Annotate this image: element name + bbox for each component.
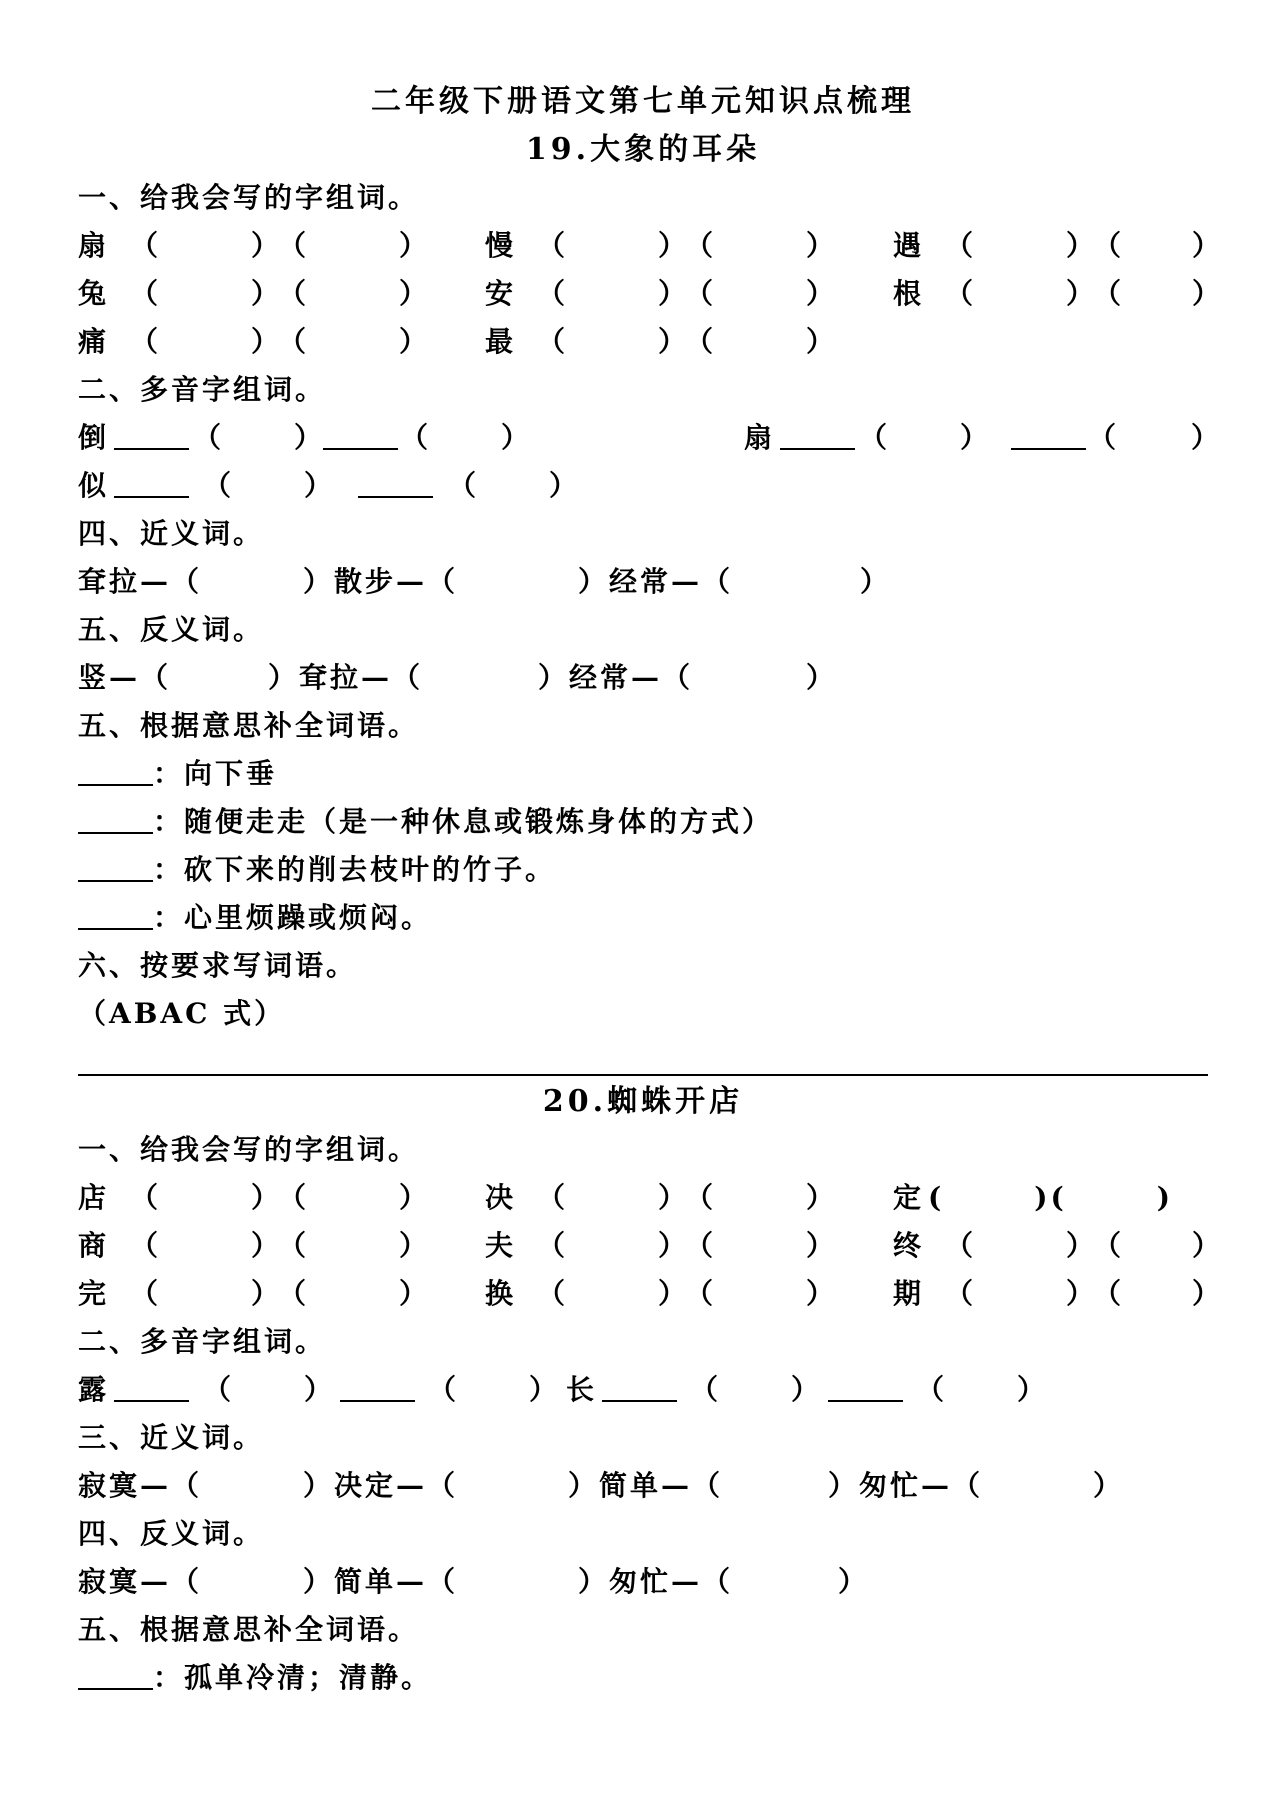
l19-char: 最: [485, 325, 517, 358]
blank: [602, 1366, 677, 1414]
paren-group: （ ）: [130, 1277, 283, 1310]
l19-char: 慢: [485, 229, 517, 262]
page-title: 二年级下册语文第七单元知识点梳理: [371, 84, 915, 119]
l20-char-row-1: [78, 1174, 1208, 1222]
blank: [114, 462, 189, 510]
paren-group: （ ）: [130, 277, 283, 310]
l19-char: 安: [485, 277, 517, 310]
def-text: ：随便走走（是一种休息或锻炼身体的方式）: [153, 805, 774, 838]
syn-part: ）决定—（: [303, 1469, 459, 1502]
paren-group: （ ）: [278, 229, 431, 262]
paren-group: （ ）: [945, 1229, 1098, 1262]
paren-group: （ ）: [400, 421, 533, 454]
paren-group: （ ）: [537, 325, 690, 358]
l20-char-row-2: [78, 1222, 1224, 1270]
paren-group: （ ）: [537, 1277, 690, 1310]
l19-char: 根: [893, 277, 925, 310]
ant-part: ）简单—（: [303, 1565, 459, 1598]
l19-section-4: 四、近义词。: [78, 517, 265, 550]
paren-group: （ ）: [859, 421, 992, 454]
l19-char: 扇: [78, 229, 110, 262]
def-text: ：孤单冷清；清静。: [153, 1661, 433, 1694]
paren-group: （ ）: [448, 469, 581, 502]
paren-group: （ ）: [690, 1373, 823, 1406]
paren-group: （ ）: [916, 1373, 1049, 1406]
syn-part: ）: [860, 565, 892, 598]
paren-group: （ ）: [130, 1181, 283, 1214]
l20-char: 决: [485, 1181, 517, 1214]
l19-synonyms: [78, 558, 1208, 606]
l19-def-3: [78, 846, 1208, 894]
paren-group: （ ）: [685, 1229, 838, 1262]
paren-group: （ ）: [130, 1229, 283, 1262]
paren-group: （ ）: [1093, 277, 1224, 310]
paren-group: （ ）: [130, 229, 283, 262]
paren-group: （ ）: [203, 469, 336, 502]
l20-char: 期: [893, 1277, 925, 1310]
paren-group: （ ）: [685, 1181, 838, 1214]
paren-group: （ ）: [945, 229, 1098, 262]
l20-poly-char: 长: [566, 1373, 598, 1406]
l19-char: 痛: [78, 325, 110, 358]
l20-char: 商: [78, 1229, 110, 1262]
l20-def-1: [78, 1654, 1208, 1702]
l20-char: 换: [485, 1277, 517, 1310]
paren-group: （ ）: [193, 421, 326, 454]
l20-char: 夫: [485, 1229, 517, 1262]
blank: [323, 414, 398, 462]
blank: [1011, 414, 1086, 462]
syn-part: ）散步—（: [303, 565, 459, 598]
l19-poly-char: 倒: [78, 421, 110, 454]
paren-group: （ ）: [685, 229, 838, 262]
l19-def-4: [78, 894, 1208, 942]
ant-part: ）: [806, 661, 838, 694]
ant-part: ）耷拉—（: [268, 661, 424, 694]
paren-group: （ ）: [278, 325, 431, 358]
blank: [78, 846, 153, 882]
def-text: ：心里烦躁或烦闷。: [153, 901, 433, 934]
l19-poly-char: 扇: [744, 421, 776, 454]
l20-char: 店: [78, 1181, 110, 1214]
def-text: ：向下垂: [153, 757, 278, 790]
syn-part: ）: [1093, 1469, 1125, 1502]
l19-char: 兔: [78, 277, 110, 310]
l20-section-4: 四、反义词。: [78, 1517, 265, 1550]
syn-part: ）简单—（: [568, 1469, 724, 1502]
ant-part: ）: [838, 1565, 870, 1598]
blank: [114, 1366, 189, 1414]
l19-def-1: [78, 750, 1208, 798]
paren-group: ( )( ): [928, 1181, 1173, 1214]
l19-abac: （ABAC 式）: [78, 997, 286, 1030]
l19-char-row-1: [78, 222, 1224, 270]
l20-char: 终: [893, 1229, 925, 1262]
l20-section-3: 三、近义词。: [78, 1421, 265, 1454]
paren-group: （ ）: [1093, 1277, 1224, 1310]
l19-poly-char: 似: [78, 469, 110, 502]
paren-group: （ ）: [1093, 229, 1224, 262]
blank: [828, 1366, 903, 1414]
paren-group: （ ）: [945, 1277, 1098, 1310]
l20-section-2: 二、多音字组词。: [78, 1325, 327, 1358]
l19-char: 遇: [893, 229, 925, 262]
l19-section-2: 二、多音字组词。: [78, 373, 327, 406]
l19-poly-row-2: [78, 462, 1208, 510]
l19-antonyms: [78, 654, 1208, 702]
paren-group: （ ）: [278, 277, 431, 310]
l19-char-row-2: [78, 270, 1224, 318]
blank: [340, 1366, 415, 1414]
blank: [78, 798, 153, 834]
paren-group: （ ）: [130, 325, 283, 358]
l20-poly-char: 露: [78, 1373, 110, 1406]
paren-group: （ ）: [685, 277, 838, 310]
syn-part: ）匆忙—（: [828, 1469, 984, 1502]
paren-group: （ ）: [685, 325, 838, 358]
l20-char: 定: [893, 1181, 925, 1214]
paren-group: （ ）: [278, 1181, 431, 1214]
paren-group: （ ）: [1093, 1229, 1224, 1262]
l20-section-5: 五、根据意思补全词语。: [78, 1613, 420, 1646]
l19-poly-row-1: [78, 414, 1223, 462]
l20-synonyms: [78, 1462, 1208, 1510]
ant-part: ）匆忙—（: [578, 1565, 734, 1598]
l19-char-row-3: [78, 318, 1208, 366]
blank: [114, 414, 189, 462]
l19-def-2: [78, 798, 1208, 846]
syn-part: 寂寞—（: [78, 1469, 203, 1502]
ant-part: 竖—（: [78, 661, 172, 694]
blank: [78, 750, 153, 786]
paren-group: （ ）: [537, 229, 690, 262]
paren-group: （ ）: [428, 1373, 561, 1406]
paren-group: （ ）: [537, 1229, 690, 1262]
l20-section-1: 一、给我会写的字组词。: [78, 1133, 420, 1166]
syn-part: ）经常—（: [578, 565, 734, 598]
paren-group: （ ）: [945, 277, 1098, 310]
l19-section-6: 六、按要求写词语。: [78, 949, 358, 982]
l19-section-5b: 五、根据意思补全词语。: [78, 709, 420, 742]
paren-group: （ ）: [278, 1277, 431, 1310]
l19-section-1: 一、给我会写的字组词。: [78, 181, 420, 214]
l19-section-5a: 五、反义词。: [78, 613, 265, 646]
syn-part: 耷拉—（: [78, 565, 203, 598]
blank: [78, 894, 153, 930]
l20-poly-row: [78, 1366, 1208, 1414]
paren-group: （ ）: [278, 1229, 431, 1262]
lesson19-title: 19.大象的耳朵: [525, 132, 761, 167]
ant-part: ）经常—（: [538, 661, 694, 694]
paren-group: （ ）: [1088, 421, 1223, 454]
blank: [780, 414, 855, 462]
lesson20-title: 20.蜘蛛开店: [542, 1084, 744, 1119]
paren-group: （ ）: [685, 1277, 838, 1310]
l20-char-row-3: [78, 1270, 1224, 1318]
l20-antonyms: [78, 1558, 1208, 1606]
paren-group: （ ）: [537, 1181, 690, 1214]
ant-part: 寂寞—（: [78, 1565, 203, 1598]
def-text: ：砍下来的削去枝叶的竹子。: [153, 853, 557, 886]
blank: [78, 1654, 153, 1690]
paren-group: （ ）: [537, 277, 690, 310]
l20-char: 完: [78, 1277, 110, 1310]
paren-group: （ ）: [203, 1373, 336, 1406]
divider-line: [78, 1074, 1208, 1076]
blank: [358, 462, 433, 510]
